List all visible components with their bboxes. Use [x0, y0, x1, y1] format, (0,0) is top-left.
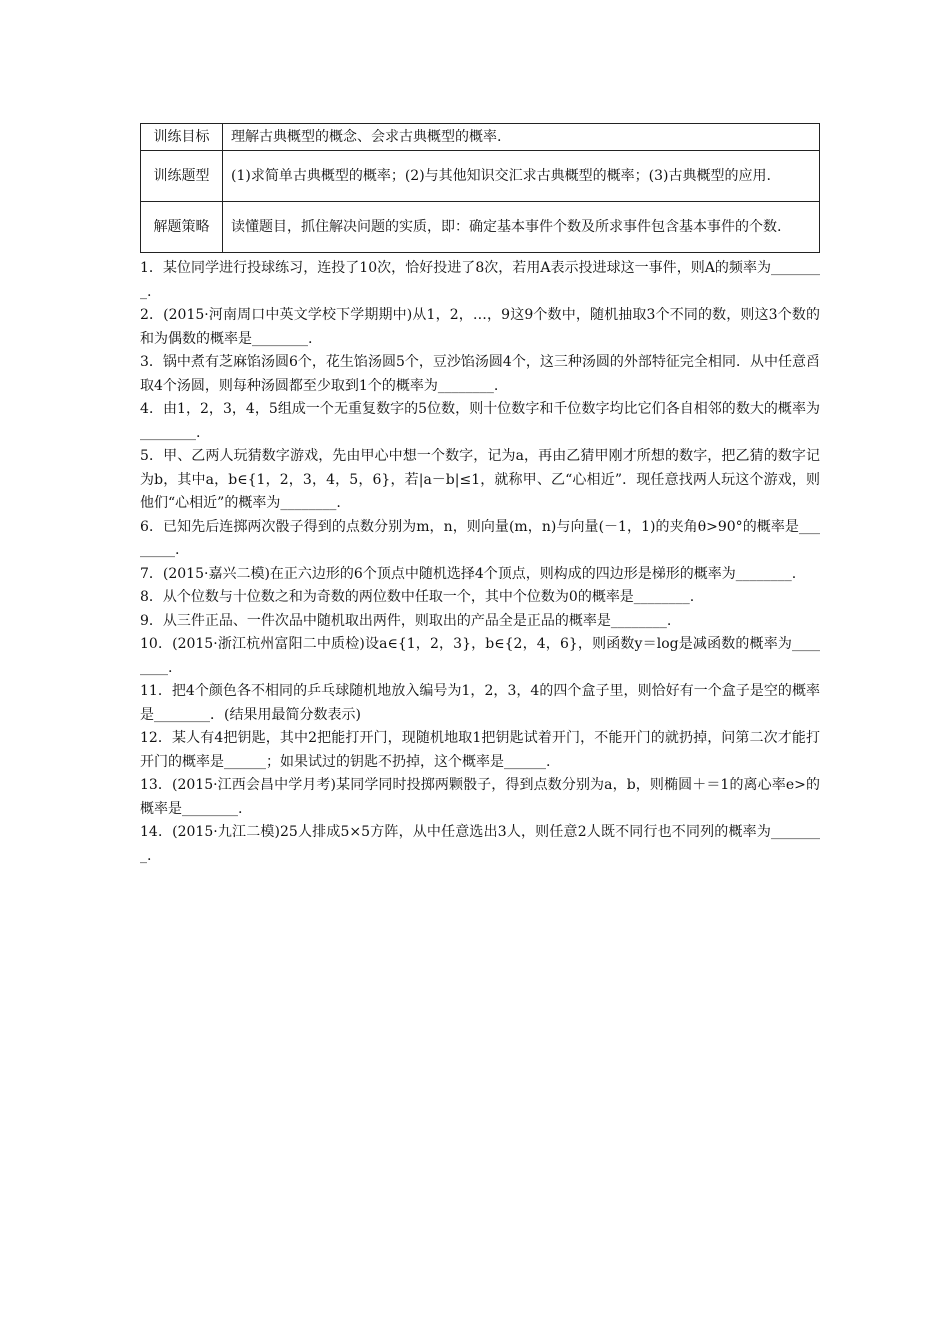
question-item: 6．已知先后连掷两次骰子得到的点数分别为m，n，则向量(m，n)与向量(－1，1)的夹角θ>90°的概率是________.: [140, 518, 820, 558]
question-item: 13．(2015·江西会昌中学月考)某同学同时投掷两颗骰子，得到点数分别为a，b，则椭圆＋＝1的离心率e>的概率是________.: [140, 777, 820, 817]
row-content: (1)求简单古典概型的概率；(2)与其他知识交汇求古典概型的概率；(3)古典概型的应用.: [223, 151, 820, 202]
question-list: [140, 257, 820, 868]
question-item: 7．(2015·嘉兴二模)在正六边形的6个顶点中随机选择4个顶点，则构成的四边形是梯形的概率为________.: [140, 565, 797, 582]
row-label: 训练题型: [141, 151, 223, 202]
row-label: 解题策略: [141, 202, 223, 253]
question-item: 10．(2015·浙江杭州富阳二中质检)设a∈{1，2，3}，b∈{2，4，6}，则函数y＝log是减函数的概率为________.: [140, 636, 820, 676]
question-item: 8．从个位数与十位数之和为奇数的两位数中任取一个，其中个位数为0的概率是________.: [140, 589, 695, 605]
row-label: 训练目标: [141, 124, 223, 151]
table-row: [141, 202, 820, 253]
question-item: 5．甲、乙两人玩猜数字游戏，先由甲心中想一个数字，记为a，再由乙猜甲刚才所想的数字，把乙猜的数字记为b，其中a，b∈{1，2，3，4，5，6}，若|a－b|≤1，就称甲、乙“心相近”．现任意找两人玩这个游戏，则他们“心相近”的概率为________.: [140, 448, 820, 511]
question-item: 12．某人有4把钥匙，其中2把能打开门，现随机地取1把钥匙试着开门，不能开门的就扔掉，问第二次才能打开门的概率是______；如果试过的钥匙不扔掉，这个概率是______.: [140, 730, 820, 770]
row-content: 读懂题目，抓住解决问题的实质，即：确定基本事件个数及所求事件包含基本事件的个数.: [223, 202, 820, 253]
question-item: 2．(2015·河南周口中英文学校下学期期中)从1，2，…，9这9个数中，随机抽取3个不同的数，则这3个数的和为偶数的概率是________.: [140, 307, 820, 347]
question-item: 14．(2015·九江二模)25人排成5×5方阵，从中任意选出3人，则任意2人既不同行也不同列的概率为________.: [140, 824, 820, 864]
question-item: 1．某位同学进行投球练习，连投了10次，恰好投进了8次，若用A表示投进球这一事件，则A的频率为________.: [140, 260, 820, 300]
table-row: [141, 124, 820, 151]
row-content: 理解古典概型的概念、会求古典概型的概率.: [223, 124, 820, 151]
training-info-table: [140, 123, 820, 253]
worksheet-page: [140, 123, 820, 868]
question-item: 11．把4个颜色各不相同的乒乓球随机地放入编号为1，2，3，4的四个盒子里，则恰好有一个盒子是空的概率是________．(结果用最简分数表示): [140, 683, 820, 723]
question-item: 9．从三件正品、一件次品中随机取出两件，则取出的产品全是正品的概率是________.: [140, 612, 672, 629]
question-item: 4．由1，2，3，4，5组成一个无重复数字的5位数，则十位数字和千位数字均比它们各自相邻的数大的概率为________.: [140, 401, 820, 441]
question-item: 3．锅中煮有芝麻馅汤圆6个，花生馅汤圆5个，豆沙馅汤圆4个，这三种汤圆的外部特征完全相同．从中任意舀取4个汤圆，则每种汤圆都至少取到1个的概率为________.: [140, 354, 820, 394]
table-row: [141, 151, 820, 202]
